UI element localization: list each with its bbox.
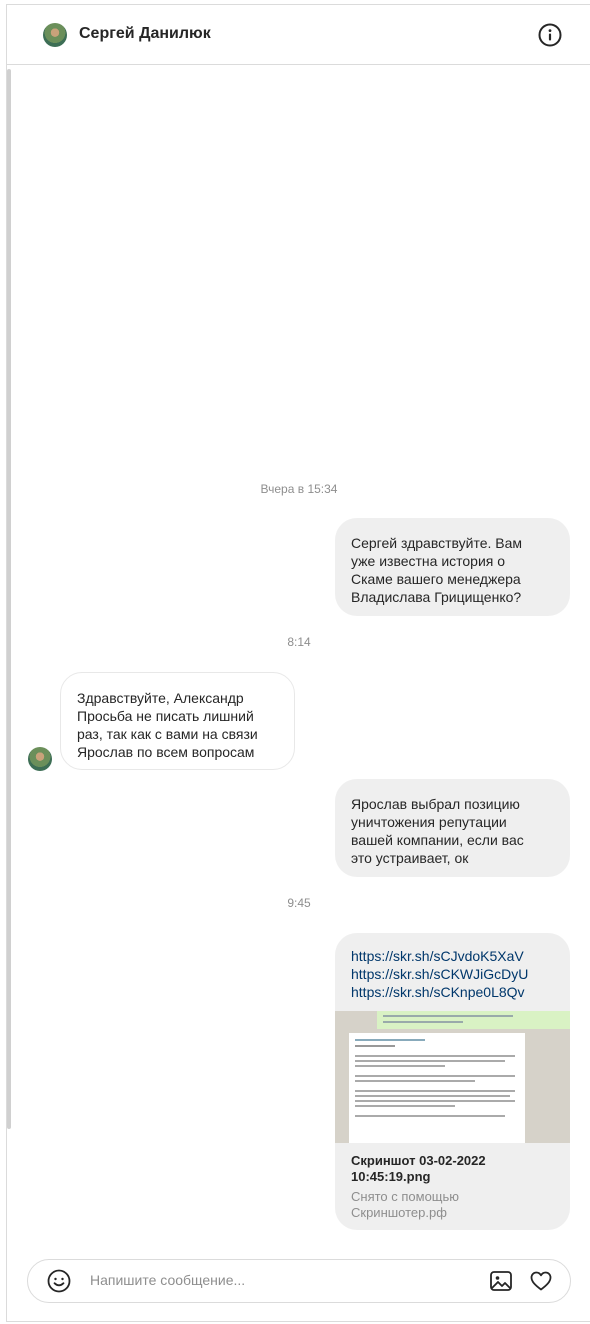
- preview-title: [351, 1153, 486, 1185]
- message-line: Ярослав по всем вопросам: [77, 744, 255, 760]
- message-line: Владислава Грицищенко?: [351, 589, 522, 605]
- message-input[interactable]: [88, 1271, 472, 1289]
- message-line: раз, так как с вами на связи: [77, 726, 258, 742]
- message-link-preview[interactable]: [335, 933, 570, 1230]
- chat-window: [6, 4, 590, 1322]
- preview-title-line: 10:45:19.png: [351, 1169, 431, 1184]
- user-avatar[interactable]: [43, 23, 67, 47]
- message-line: Здравствуйте, Александр: [77, 690, 244, 706]
- sender-avatar[interactable]: [28, 747, 52, 771]
- timestamp: 8:14: [287, 635, 311, 649]
- preview-source-line: Скриншотер.рф: [351, 1205, 447, 1220]
- link[interactable]: https://skr.sh/sCKWJiGcDyU: [351, 966, 529, 982]
- message-line: Ярослав выбрал позицию: [351, 796, 520, 812]
- preview-title-line: Скриншот 03-02-2022: [351, 1153, 486, 1168]
- message-line: Скаме вашего менеджера: [351, 571, 521, 587]
- scrollbar[interactable]: [7, 69, 11, 1129]
- message-line: уничтожения репутации: [351, 814, 507, 830]
- message-outgoing[interactable]: [335, 779, 570, 877]
- message-composer: [27, 1259, 571, 1303]
- timestamp: Вчера в 15:34: [260, 482, 338, 496]
- message-line: вашей компании, если вас: [351, 832, 524, 848]
- link-list: [351, 947, 528, 1001]
- message-line: Сергей здравствуйте. Вам: [351, 535, 523, 551]
- heart-icon[interactable]: [529, 1269, 553, 1293]
- image-icon[interactable]: [489, 1269, 513, 1293]
- timestamp: 9:45: [287, 896, 311, 910]
- preview-source: [351, 1189, 459, 1221]
- message-line: это устраивает, ок: [351, 850, 469, 866]
- preview-source-line: Снято с помощью: [351, 1189, 460, 1204]
- message-line: Просьба не писать лишний: [77, 708, 254, 724]
- emoji-icon[interactable]: [47, 1269, 71, 1293]
- chat-header: [7, 5, 590, 65]
- link[interactable]: https://skr.sh/sCKnpe0L8Qv: [351, 984, 525, 1000]
- link[interactable]: https://skr.sh/sCJvdoK5XaV: [351, 948, 524, 964]
- message-outgoing[interactable]: [335, 518, 570, 616]
- message-line: уже известна история о: [351, 553, 506, 569]
- link-preview-image[interactable]: [335, 1011, 570, 1143]
- chat-title[interactable]: Сергей Данилюк: [79, 25, 211, 42]
- info-icon[interactable]: [538, 23, 562, 47]
- message-incoming[interactable]: [60, 672, 295, 770]
